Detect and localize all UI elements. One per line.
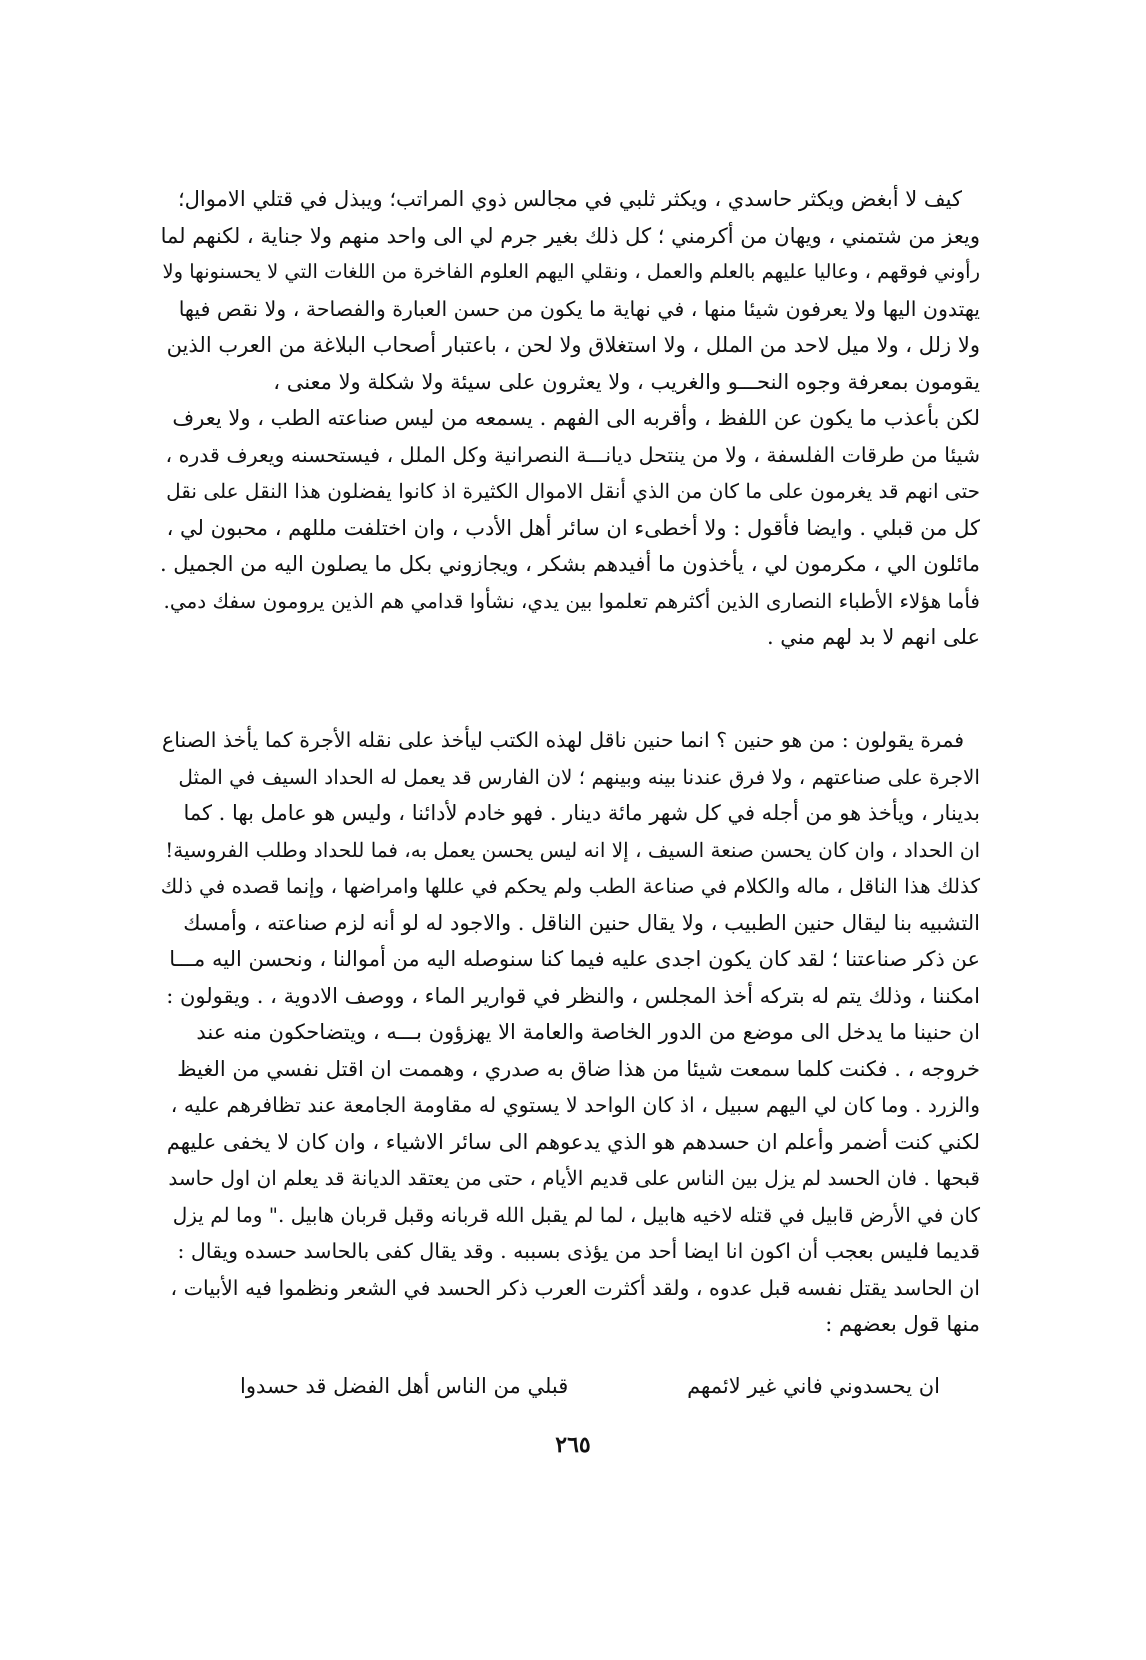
text-line: يهتدون اليها ولا يعرفون شيئا منها ، في نهاية ما يكون من حسن العبارة والفصاحة ، ولا نقص فيها — [178, 296, 980, 321]
text-line: والزرد . وما كان لي اليهم سبيل ، اذ كان الواحد لا يستوي له مقاومة الجامعة عند تظافرهم عليه ، — [170, 1093, 980, 1117]
text-line: لكن بأعذب ما يكون عن اللفظ ، وأقربه الى الفهم . يسمعه من ليس صناعته الطب ، ولا يعرف — [172, 406, 980, 430]
text-line: قديما فليس بعجب أن اكون انا ايضا أحد من يؤذى بسببه . وقد يقال كفى بالحاسد حسده ويقال : — [177, 1239, 980, 1263]
text-line: الاجرة على صناعتهم ، ولا فرق عندنا بينه وبينهم ؛ لان الفارس قد يعمل له الحداد السيف في المثل — [178, 764, 980, 789]
text-line: فأما هؤلاء الأطباء النصارى الذين أكثرهم تعلموا بين يدي، نشأوا قدامي هم الذين يرومون سفك دمي. — [163, 588, 980, 613]
text-line: كيف لا أبغض ويكثر حاسدي ، ويكثر ثلبي في مجالس ذوي المراتب؛ ويبذل في قتلي الاموال؛ — [177, 187, 962, 211]
text-line: شيئا من طرقات الفلسفة ، ولا من ينتحل ديانـــة النصرانية وكل الملل ، فيستحسنه ويعرف قدره ، — [165, 442, 980, 467]
text-line: بدينار ، ويأخذ هو من أجله في كل شهر مائة دينار . فهو خادم لأدائنا ، وليس هو عامل بها . كما — [183, 801, 980, 825]
text-line: حتى انهم قد يغرمون على ما كان من الذي أنقل الاموال الكثيرة اذ كانوا يفضلون هذا النقل على نقل — [166, 479, 980, 503]
page-number: ٢٦٥ — [555, 1432, 591, 1458]
paragraph-1 — [160, 181, 980, 656]
text-line: خروجه ، . فكنت كلما سمعت شيئا من هذا ضاق به صدري ، وهممت ان اقتل نفسي من الغيظ — [177, 1056, 980, 1081]
text-line: ويعز من شتمني ، ويهان من أكرمني ؛ كل ذلك بغير جرم لي الى واحد منهم ولا جناية ، لكنهم لما — [160, 223, 980, 248]
verse-first-hemistich: ان يحسدوني فاني غير لائمهم — [687, 1374, 940, 1398]
text-line: يقومون بمعرفة وجوه النحـــو والغريب ، ولا يعثرون على سيئة ولا شكلة ولا معنى ، — [273, 369, 980, 394]
text-line: قبحها . فان الحسد لم يزل بين الناس على قديم الأيام ، حتى من يعتقد الديانة قد يعلم ان اول حاسد — [168, 1166, 980, 1190]
text-line: عن ذكر صناعتنا ؛ لقد كان يكون اجدى عليه فيما كنا سنوصله اليه من أموالنا ، ونحسن اليه مـــا — [169, 947, 980, 971]
text-line: ان الحاسد يقتل نفسه قبل عدوه ، ولقد أكثرت العرب ذكر الحسد في الشعر ونظموا فيه الأبيات ، — [170, 1275, 980, 1300]
text-line: كذلك هذا الناقل ، ماله والكلام في صناعة الطب ولم يحكم في عللها وامراضها ، وإنما قصده في ذلك — [160, 874, 980, 898]
text-line: على انهم لا بد لهم مني . — [766, 625, 980, 649]
text-line: فمرة يقولون : من هو حنين ؟ انما حنين ناقل لهذه الكتب ليأخذ على نقله الأجرة كما يأخذ الصناع — [162, 728, 964, 752]
paragraph-2 — [160, 722, 980, 1343]
text-line: لكني كنت أضمر وأعلم ان حسدهم هو الذي يدعوهم الى سائر الاشياء ، وان كان لا يخفى عليهم — [166, 1129, 980, 1154]
text-line: ان حنينا ما يدخل الى موضع من الدور الخاصة والعامة الا يهزؤون بـــه ، ويتضاحكون منه عند — [196, 1020, 980, 1044]
text-line: منها قول بعضهم : — [825, 1312, 980, 1336]
text-line: كان في الأرض قابيل في قتله لاخيه هابيل ، لما لم يقبل الله قربانه وقبل قربان هابيل ." وما لم يزل — [172, 1202, 980, 1227]
text-line: ولا زلل ، ولا ميل لاحد من الملل ، ولا استغلاق ولا لحن ، باعتبار أصحاب البلاغة من العرب الذين — [166, 333, 980, 357]
text-line: كل من قبلي . وايضا فأقول : ولا أخطىء ان سائر أهل الأدب ، وان اختلفت مللهم ، محبون لي ، — [166, 515, 980, 540]
verse-second-hemistich: قبلي من الناس أهل الفضل قد حسدوا — [240, 1374, 569, 1398]
text-line: رأوني فوقهم ، وعاليا عليهم بالعلم والعمل ، ونقلي اليهم العلوم الفاخرة من اللغات التي لا يحسنونها ولا — [162, 260, 980, 283]
text-line: مائلون الي ، مكرمون لي ، يأخذون ما أفيدهم بشكر ، ويجازوني بكل ما يصلون اليه من الجميل . — [159, 552, 980, 576]
text-line: التشبيه بنا ليقال حنين الطبيب ، ولا يقال حنين الناقل . والاجود له لو أنه لزم صناعته ، وأمسك — [183, 910, 980, 935]
poetry-verse — [240, 1370, 940, 1402]
text-line: امكننا ، وذلك يتم له بتركه أخذ المجلس ، والنظر في قوارير الماء ، ووصف الادوية ، . ويقولون : — [166, 983, 980, 1008]
text-line: ان الحداد ، وان كان يحسن صنعة السيف ، إلا انه ليس يحسن يعمل به، فما للحداد وطلب الفروسية! — [165, 837, 980, 862]
